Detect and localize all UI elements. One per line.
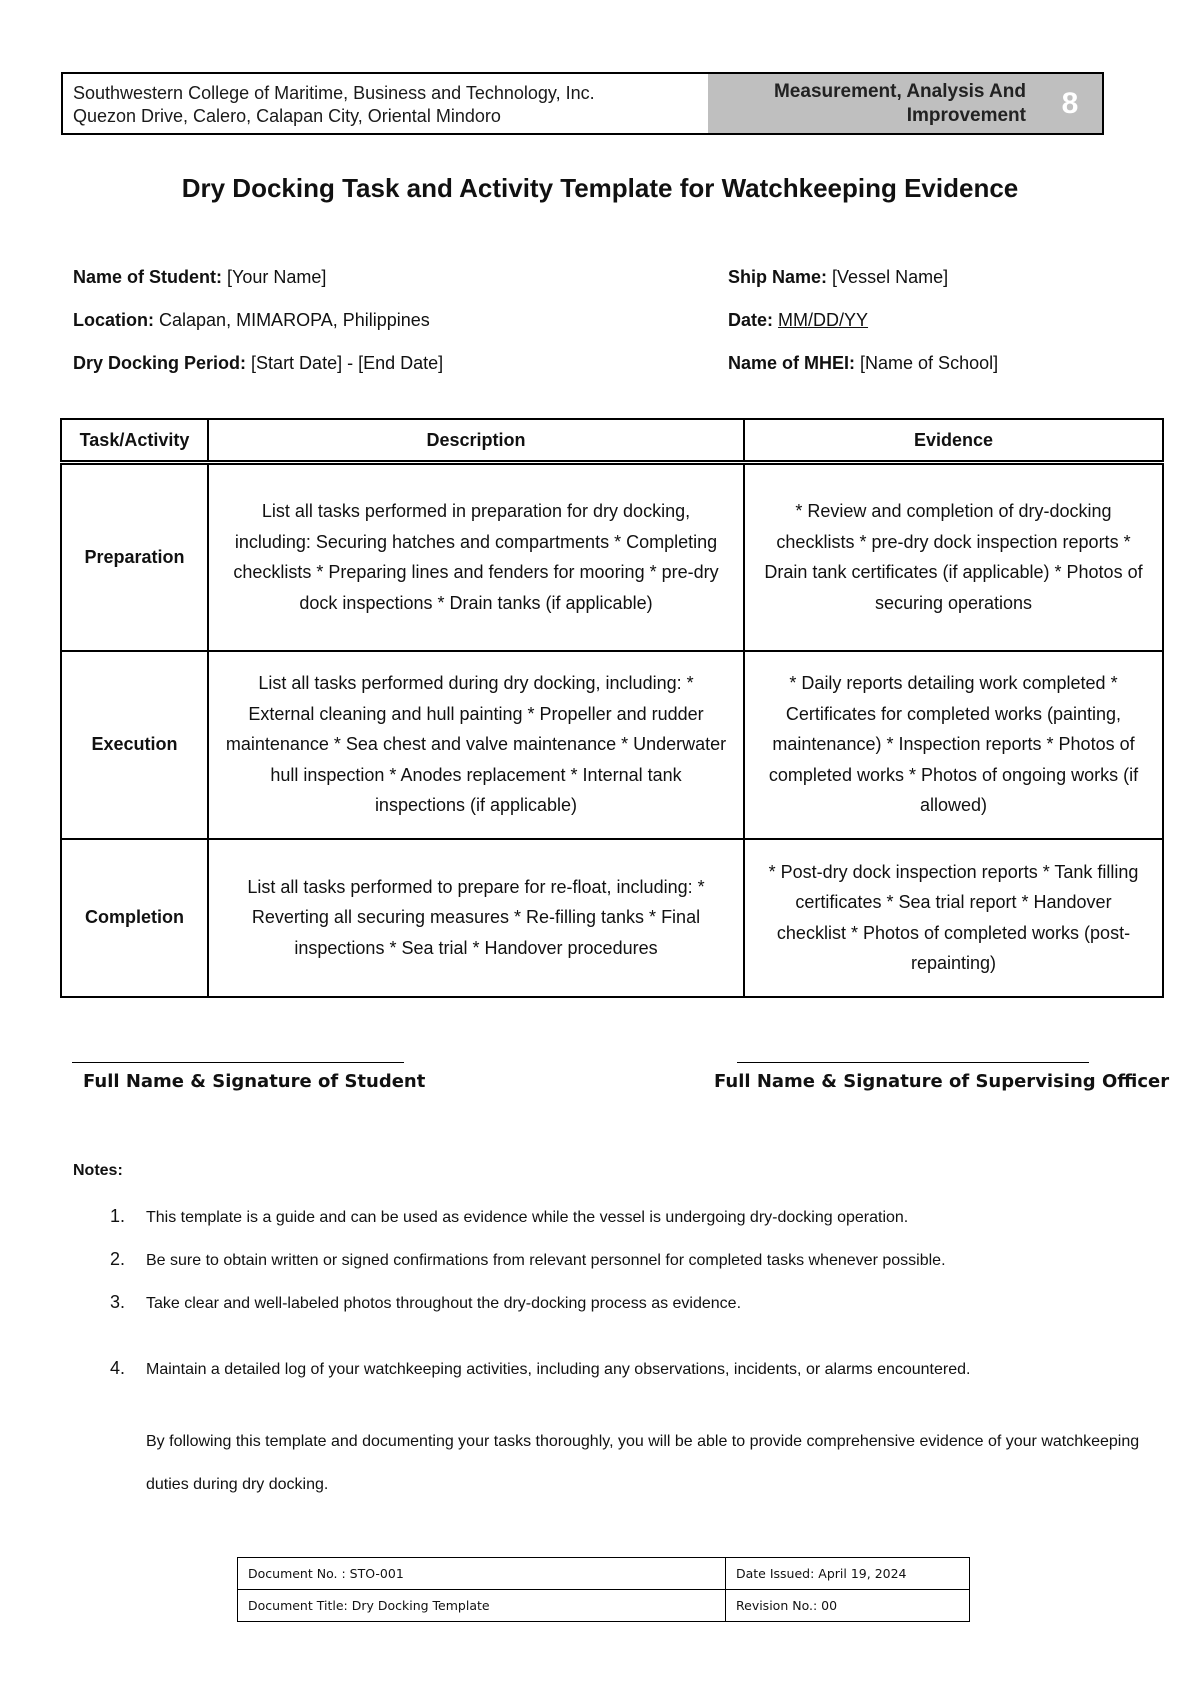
revision-number: Revision No.: 00 [726,1590,970,1622]
student-name-field [73,267,326,288]
ship-name-field [728,267,948,288]
description-cell: List all tasks performed in preparation for dry docking, including: Securing hatches and compartments * Completing checklists * Preparing lines and fenders for mooring * pre-dry dock inspections * Drain tanks (if applicable) [208,463,744,651]
note-text: Maintain a detailed log of your watchkeeping activities, including any observations, incidents, or alarms encountered. [146,1361,971,1378]
note-number: 4. [110,1358,126,1378]
section-title-line2: Improvement [906,104,1026,126]
document-title: Document Title: Dry Docking Template [238,1590,726,1622]
note-text: Take clear and well-labeled photos throughout the dry-docking process as evidence. [146,1295,742,1312]
date-issued: Date Issued: April 19, 2024 [726,1558,970,1590]
location-value: Calapan, MIMAROPA, Philippines [159,310,430,330]
page-title: Dry Docking Task and Activity Template for Watchkeeping Evidence [181,173,1019,203]
closing-paragraph: By following this template and documenting your tasks thoroughly, you will be able to provide comprehensive evidence of your watchkeeping duties during dry docking. [146,1433,1140,1493]
institution-name: Southwestern College of Maritime, Business and Technology, Inc. [73,83,595,103]
institution-block [63,74,708,133]
description-cell: List all tasks performed to prepare for re-float, including: * Reverting all securing measures * Re-filling tanks * Final inspections * Sea trial * Handover procedures [208,839,744,997]
date-label: Date: [728,310,774,330]
mhei-name-label: Name of MHEI: [728,353,856,373]
document-number: Document No. : STO-001 [238,1558,726,1590]
table-row-execution [61,651,1163,839]
document-header [61,72,1104,135]
description-cell: List all tasks performed during dry docking, including: * External cleaning and hull painting * Propeller and rudder maintenance * Sea chest and valve maintenance * Underwater hull inspection * Anodes replacement * Internal tank inspections (if applicable) [208,651,744,839]
student-name-label: Name of Student: [73,267,223,287]
location-field [73,310,430,331]
note-number: 2. [110,1249,126,1269]
officer-signature-line [737,1062,1089,1063]
dry-docking-period-value: [Start Date] - [End Date] [251,353,444,373]
table-row [238,1590,970,1622]
date-value: MM/DD/YY [778,310,869,330]
mhei-name-value: [Name of School] [860,353,999,373]
section-title-line1: Measurement, Analysis And [773,80,1026,102]
dry-docking-period-label: Dry Docking Period: [73,353,247,373]
note-number: 1. [110,1206,126,1226]
location-label: Location: [73,310,154,330]
note-text: This template is a guide and can be used as evidence while the vessel is undergoing dry-docking operation. [146,1209,909,1226]
evidence-cell: * Post-dry dock inspection reports * Tank filling certificates * Sea trial report * Handover checklist * Photos of completed works (post-repainting) [744,839,1163,997]
date-field [728,310,868,331]
task-activity-table [60,418,1164,998]
mhei-name-field [728,353,998,374]
table-header-row [61,419,1163,463]
note-text: Be sure to obtain written or signed confirmations from relevant personnel for completed tasks whenever possible. [146,1252,946,1269]
task-cell: Completion [61,839,208,997]
section-title [708,80,1038,128]
notes-title: Notes: [73,1162,123,1179]
evidence-cell: * Daily reports detailing work completed * Certificates for completed works (painting, maintenance) * Inspection reports * Photos of completed works * Photos of ongoing works (if allowed) [744,651,1163,839]
task-cell: Preparation [61,463,208,651]
table-row-completion [61,839,1163,997]
student-signature-line [72,1062,404,1063]
ship-name-value: [Vessel Name] [832,267,949,287]
section-number: 8 [1061,86,1079,120]
dry-docking-period-field [73,353,443,374]
note-item [110,1206,908,1227]
evidence-cell: * Review and completion of dry-docking checklists * pre-dry dock inspection reports * Drain tank certificates (if applicable) * Photos of securing operations [744,463,1163,651]
column-header-task: Task/Activity [61,419,208,463]
student-signature-label: Full Name & Signature of Student [83,1071,426,1092]
task-cell: Execution [61,651,208,839]
column-header-description: Description [208,419,744,463]
note-item [110,1249,946,1270]
section-block [708,74,1102,133]
institution-address: Quezon Drive, Calero, Calapan City, Oriental Mindoro [73,106,501,126]
document-control-table [237,1557,970,1622]
note-number: 3. [110,1292,126,1312]
student-name-value: [Your Name] [227,267,327,287]
officer-signature-label: Full Name & Signature of Supervising Officer [714,1071,1170,1092]
note-item [110,1292,741,1313]
table-row-preparation [61,463,1163,651]
column-header-evidence: Evidence [744,419,1163,463]
ship-name-label: Ship Name: [728,267,828,287]
table-row [238,1558,970,1590]
note-item [110,1358,970,1379]
